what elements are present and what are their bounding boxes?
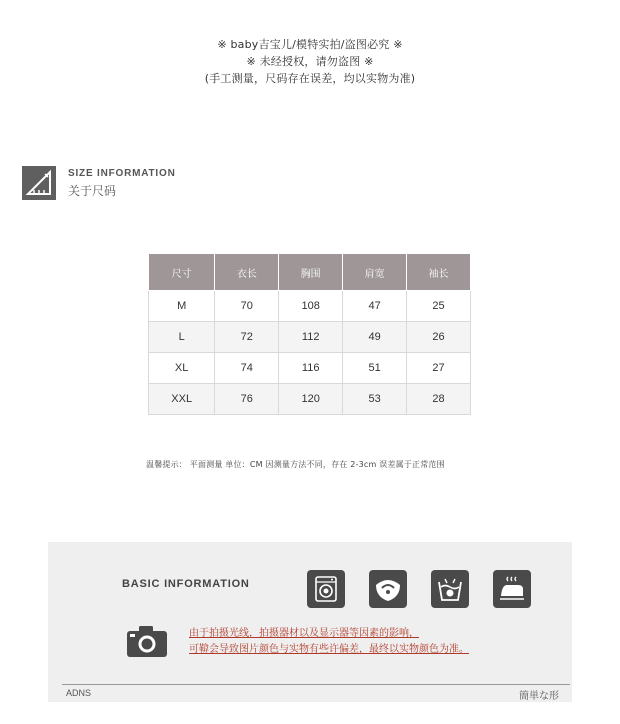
size-table-header-row [149,254,471,291]
size-title-en: SIZE INFORMATION [68,167,176,179]
table-row [149,384,471,415]
basin-wash-icon [431,570,469,608]
table-cell: 53 [343,384,407,415]
table-row [149,322,471,353]
basic-information-title: BASIC INFORMATION [122,578,250,590]
washing-machine-icon [307,570,345,608]
table-row [149,291,471,322]
hand-wash-icon [369,570,407,608]
table-cell: XL [149,353,215,384]
ruler-icon [22,166,56,200]
disclaimer-line-1: 由于拍摄光线，拍摄器材以及显示器等因素的影响， [189,628,419,639]
notice-line-1: ※ baby吉宝儿/模特实拍/盗图必究 ※ [217,38,403,51]
footer-divider [62,684,570,685]
header-shoulder: 肩宽 [343,254,407,291]
basic-information-panel [48,542,572,702]
table-cell: 28 [407,384,471,415]
table-cell: 72 [215,322,279,353]
camera-icon [125,624,169,662]
table-cell: 120 [279,384,343,415]
footer-tagline: 簡単な形 [519,691,559,702]
notice-block [0,36,620,87]
table-cell: 25 [407,291,471,322]
table-cell: XXL [149,384,215,415]
table-cell: 116 [279,353,343,384]
table-row [149,353,471,384]
header-sleeve: 袖长 [407,254,471,291]
table-cell: 26 [407,322,471,353]
iron-icon [493,570,531,608]
table-cell: M [149,291,215,322]
table-cell: 27 [407,353,471,384]
header-chest: 胸围 [279,254,343,291]
table-cell: 108 [279,291,343,322]
table-cell: 49 [343,322,407,353]
header-length: 衣长 [215,254,279,291]
table-cell: 76 [215,384,279,415]
size-information-header [22,166,176,200]
color-disclaimer [189,626,469,658]
table-cell: 47 [343,291,407,322]
size-title-cn: 关于尺码 [68,183,117,198]
table-cell: 74 [215,353,279,384]
table-cell: 70 [215,291,279,322]
notice-line-3: (手工测量，尺码存在误差，均以实物为准) [204,72,416,85]
table-cell: L [149,322,215,353]
measurement-tip: 温馨提示： 平面测量 单位：CM 因测量方法不同，存在 2-3cm 误差属于正常范围 [146,460,445,469]
header-size: 尺寸 [149,254,215,291]
notice-line-2: ※ 未经授权，请勿盗图 ※ [246,55,374,68]
footer-brand: ADNS [66,688,92,698]
table-cell: 112 [279,322,343,353]
table-cell: 51 [343,353,407,384]
size-table [148,253,471,415]
disclaimer-line-2: 可鞥会导致图片颜色与实物有些许偏差，最终以实物颜色为准。 [189,644,469,655]
